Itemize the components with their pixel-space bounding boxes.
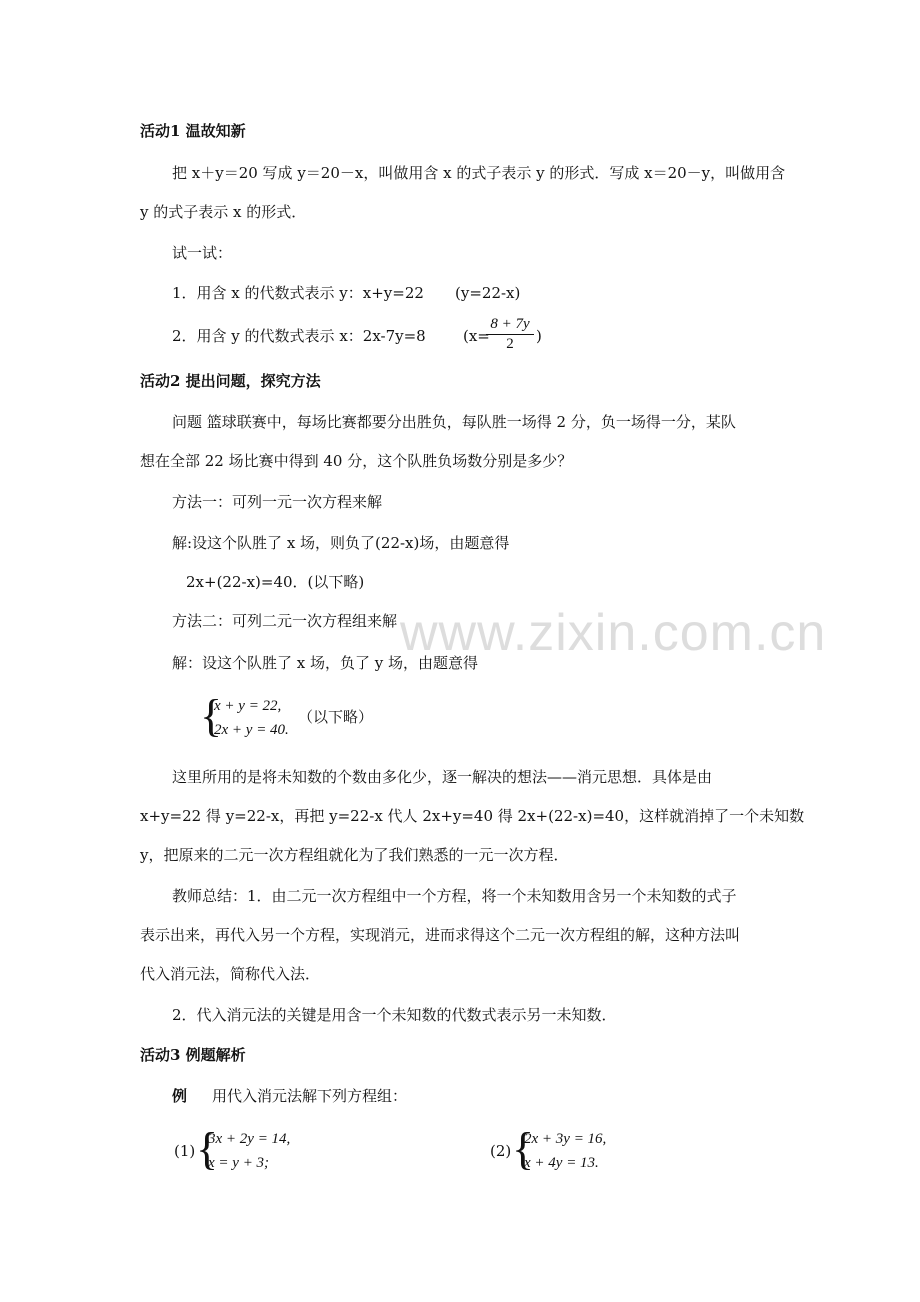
summary-line1: 教师总结：1．由二元一次方程组中一个方程，将一个未知数用含另一个未知数的式子 — [172, 887, 737, 905]
activity1-heading: 活动1 温故知新 — [140, 122, 246, 140]
system2-line-1: 2x + 3y = 16, — [524, 1131, 607, 1147]
explain-line2: x+y=22 得 y=22-x，再把 y=22-x 代人 2x+y=40 得 2x+(22-x)=40，这样就消掉了一个未知数 — [140, 807, 805, 825]
example-label: 例 — [172, 1087, 188, 1105]
problem-line1: 问题 篮球联赛中，每场比赛都要分出胜负，每队胜一场得 2 分，负一场得一分，某队 — [172, 413, 736, 431]
system1-label: (1) — [174, 1142, 196, 1160]
fraction — [486, 315, 534, 353]
system2-line-2: x + 4y = 13. — [524, 1155, 599, 1171]
summary-line3: 代入消元法，简称代入法． — [140, 965, 321, 983]
answer-prefix: (x= — [463, 327, 490, 345]
explain-line3: y，把原来的二元一次方程组就化为了我们熟悉的一元一次方程． — [140, 846, 569, 864]
problem-line2: 想在全部 22 场比赛中得到 40 分，这个队胜负场数分别是多少？ — [140, 452, 573, 470]
activity1-paragraph-line1: 把 x＋y＝20 写成 y＝20－x，叫做用含 x 的式子表示 y 的形式．写成 x＝20－y，叫做用含 — [172, 164, 786, 182]
solution1: 解:设这个队胜了 x 场，则负了(22-x)场，由题意得 — [172, 534, 510, 552]
system1-line-1: 3x + 2y = 14, — [208, 1131, 291, 1147]
fraction-numerator: 8 + 7y — [490, 316, 530, 332]
method2: 方法二：可列二元一次方程组来解 — [172, 612, 398, 630]
try-item-1: 1．用含 x 的代数式表示 y：x+y=22 — [172, 284, 424, 302]
system-line-1: x + y = 22, — [214, 698, 282, 714]
summary-line4: 2．代入消元法的关键是用含一个未知数的代数式表示另一未知数． — [172, 1006, 617, 1024]
summary-line2: 表示出来，再代入另一个方程，实现消元，进而求得这个二元一次方程组的解，这种方法叫 — [140, 926, 741, 944]
equation1: 2x+(22-x)=40．(以下略) — [186, 573, 365, 591]
explain-line1: 这里所用的是将未知数的个数由多化少，逐一解决的想法——消元思想．具体是由 — [172, 768, 713, 786]
try-item-1-answer: (y=22-x) — [455, 284, 521, 302]
try-label: 试一试： — [172, 244, 233, 262]
system2-label: (2) — [490, 1142, 512, 1160]
method1: 方法一：可列一元一次方程来解 — [172, 493, 383, 511]
system-note: （以下略） — [298, 708, 374, 726]
fraction-denominator: 2 — [486, 334, 534, 353]
activity1-paragraph-line2: y 的式子表示 x 的形式． — [140, 203, 307, 221]
try-item-2: 2．用含 y 的代数式表示 x：2x-7y=8 — [172, 327, 426, 345]
activity2-heading: 活动2 提出问题，探究方法 — [140, 372, 321, 390]
system-line-2: 2x + y = 40. — [214, 722, 289, 738]
solution2: 解：设这个队胜了 x 场，负了 y 场，由题意得 — [172, 654, 479, 672]
left-brace: { — [512, 1123, 535, 1174]
answer-suffix: ) — [536, 327, 542, 345]
example-text: 用代入消元法解下列方程组： — [212, 1087, 408, 1105]
watermark: www.zixin.com.cn — [400, 604, 827, 662]
activity3-heading: 活动3 例题解析 — [140, 1046, 246, 1064]
system1-line-2: x = y + 3; — [208, 1155, 270, 1171]
left-brace: { — [196, 1123, 219, 1174]
left-brace: { — [200, 690, 223, 741]
